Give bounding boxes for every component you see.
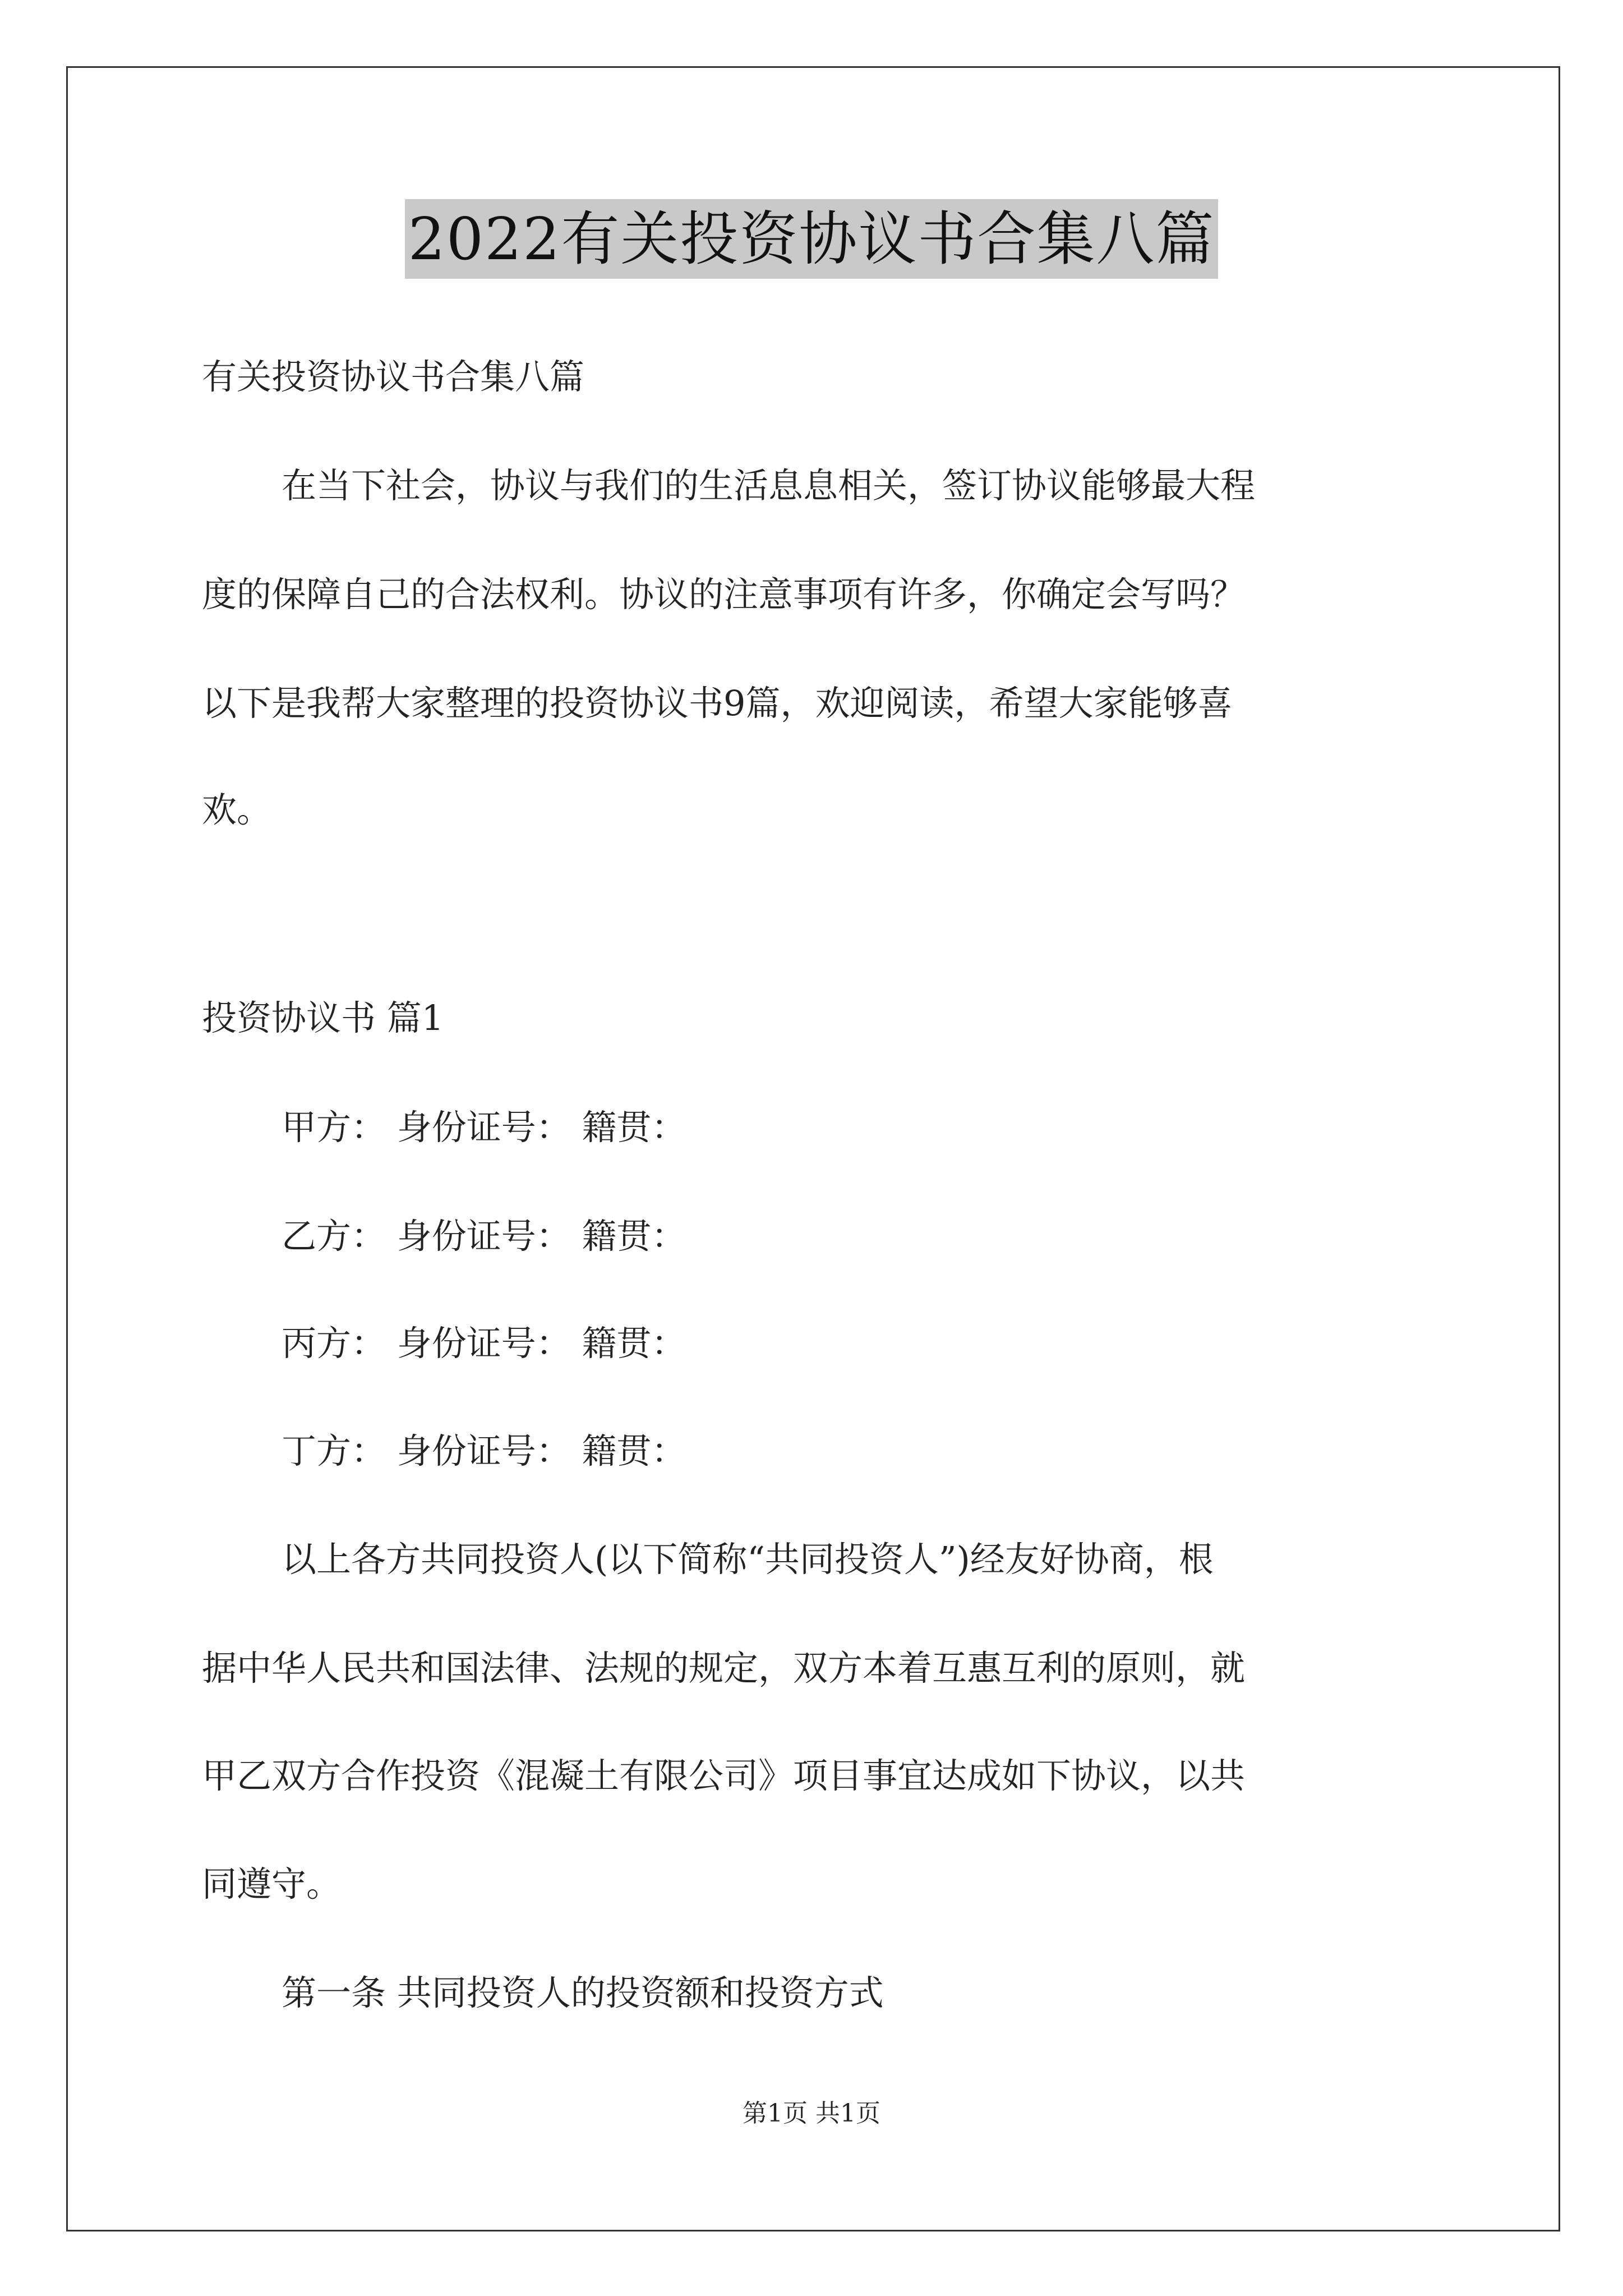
body-line-2: 据中华人民共和国法律、法规的规定，双方本着互惠互利的原则，就: [202, 1648, 1246, 1688]
intro-line-2: 度的保障自己的合法权利。协议的注意事项有许多，你确定会写吗？: [202, 574, 1246, 615]
body-line-1: 以上各方共同投资人(以下简称“共同投资人”)经友好协商，根: [282, 1539, 1214, 1580]
intro-line-3: 以下是我帮大家整理的投资协议书9篇，欢迎阅读，希望大家能够喜: [202, 683, 1233, 724]
body-line-4: 同遵守。: [202, 1864, 342, 1904]
party-bing: 丙方： 身份证号： 籍贯：: [282, 1323, 686, 1364]
article-1-heading: 第一条 共同投资人的投资额和投资方式: [282, 1972, 884, 2013]
party-jia: 甲方： 身份证号： 籍贯：: [282, 1107, 686, 1148]
body-line-3: 甲乙双方合作投资《混凝土有限公司》项目事宜达成如下协议，以共: [202, 1755, 1246, 1796]
title-container: [0, 199, 1623, 279]
party-ding: 丁方： 身份证号： 籍贯：: [282, 1430, 686, 1471]
document-title: 2022有关投资协议书合集八篇: [405, 199, 1219, 279]
document-subtitle: 有关投资协议书合集八篇: [202, 356, 585, 397]
intro-line-1: 在当下社会，协议与我们的生活息息相关，签订协议能够最大程: [282, 465, 1256, 506]
section-heading: 投资协议书 篇1: [202, 997, 444, 1038]
party-yi: 乙方： 身份证号： 籍贯：: [282, 1216, 686, 1257]
page-footer: 第1页 共1页: [743, 2099, 880, 2128]
intro-line-4: 欢。: [202, 789, 272, 830]
